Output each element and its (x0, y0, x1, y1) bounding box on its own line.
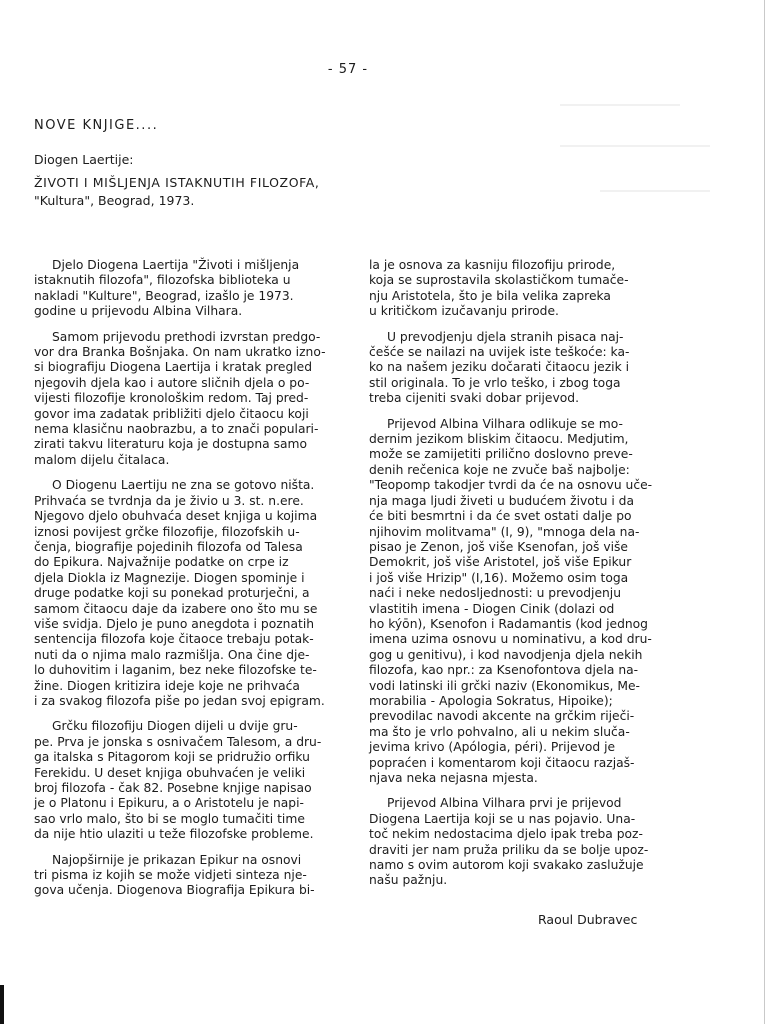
page-edge (764, 0, 765, 1024)
text-line: denih rečenica koje ne zvuče baš najbolje: (369, 462, 630, 477)
text-line: stil originala. To je vrlo teško, i zbog toga (369, 375, 621, 390)
text-line: je o Platonu i Epikuru, a o Aristotelu je napi- (34, 796, 304, 811)
text-line: u kritičkom izučavanju prirode. (369, 304, 559, 319)
text-line: može se zamijetiti prilično doslovno preve- (369, 447, 633, 462)
text-line: namo s ovim autorom koji svakako zaslužuje (369, 858, 644, 873)
right-column (369, 258, 705, 899)
text-line: njihovim molitvama" (I, 9), "mnoga dela na- (369, 524, 640, 539)
text-line: Samom prijevodu prethodi izvrstan predgo- (52, 329, 321, 344)
text-line: nuti da o njima malo razmišlja. Ona čine dje- (34, 647, 310, 662)
text-line: pe. Prva je jonska s osnivačem Talesom, a dru- (34, 734, 322, 749)
text-line: filozofa, kao npr.: za Ksenofontova djela na- (369, 663, 639, 678)
paragraph (34, 258, 358, 320)
text-line: do Epikura. Najvažnije podatke on crpe iz (34, 555, 289, 570)
text-line: popraćen i komentarom koji čitaocu razjaš- (369, 755, 635, 770)
text-line: i za svakog filozofa piše po jedan svoj epigram. (34, 693, 325, 708)
text-line: ma što je vrlo pohvalno, ali u nekim sluča- (369, 724, 630, 739)
text-line: Prijevod Albina Vilhara prvi je prijevod (387, 796, 622, 811)
text-line: Njegovo djelo obuhvaća deset knjiga u kojima (34, 509, 318, 524)
text-line: Prihvaća se tvrdnja da je živio u 3. st. n.ere. (34, 493, 304, 508)
text-line: toč nekim nedostacima djelo ipak treba poz- (369, 827, 643, 842)
text-line: imena uzima osnovu u nominativu, a kod dru- (369, 632, 652, 647)
text-line: će biti besmrtni i da će svet ostati dalje po (369, 509, 632, 524)
text-line: Demokrit, još više Aristotel, još više Epikur (369, 555, 632, 570)
text-line: gova učenja. Diogenova Biografija Epikura bi- (34, 883, 315, 898)
text-line: tri pisma iz kojih se može vidjeti sinteza nje- (34, 868, 307, 883)
show-through-mark (560, 145, 710, 147)
text-line: nakladi "Kulture", Beograd, izašlo je 1973. (34, 288, 294, 303)
section-heading: NOVE KNJIGE.... (34, 118, 159, 133)
text-line: prevodilac navodi akcente na grčkim riječi- (369, 709, 635, 724)
text-line: ga italska s Pitagorom koji se pridružio orfiku (34, 750, 310, 765)
text-line: samom čitaocu daje da izabere ono što mu se (34, 601, 318, 616)
text-line: čenja, biografije pojedinih filozofa od Talesa (34, 539, 303, 554)
paragraph (369, 258, 705, 320)
text-line: la je osnova za kasniju filozofiju prirode, (369, 258, 616, 272)
show-through-mark (560, 104, 680, 106)
paragraph (34, 478, 358, 709)
page-number: - 57 - (327, 62, 369, 77)
text-line: Djelo Diogena Laertija "Životi i mišljenja (52, 258, 300, 272)
text-line: koja se suprostavila skolastičkom tumače- (369, 273, 629, 288)
text-line: Najopširnije je prikazan Epikur na osnovi (52, 852, 302, 867)
text-line: godine u prijevodu Albina Vilhara. (34, 304, 243, 319)
text-line: si biografiju Diogena Laertija i kratak pregled (34, 360, 313, 375)
text-line: draviti jer nam pruža priliku da se bolje upoz- (369, 842, 649, 857)
text-line: nema klasičnu naobrazbu, a to znači populari- (34, 422, 319, 437)
text-line: treba cijeniti svaki dobar prijevod. (369, 391, 580, 406)
text-line: U prevodjenju djela stranih pisaca naj- (387, 329, 624, 344)
text-line: vor dra Branka Bošnjaka. On nam ukratko izno- (34, 345, 326, 360)
book-title: ŽIVOTI I MIŠLJENJA ISTAKNUTIH FILOZOFA, (34, 175, 320, 190)
text-line: našu pažnju. (369, 873, 448, 888)
text-line: ko na našem jeziku dočarati čitaocu jezik i (369, 360, 630, 375)
text-line: da nije htio ulaziti u teže filozofske probleme. (34, 827, 314, 842)
text-line: druge podatke koji su ponekad proturječni, a (34, 586, 310, 601)
paragraph (369, 796, 705, 888)
text-line: sentencija filozofa koje čitaoce trebaju potak- (34, 632, 314, 647)
text-line: ho kýōn), Ksenofon i Radamantis (kod jednog (369, 616, 648, 631)
text-line: djela Diokla iz Magnezije. Diogen spominje i (34, 570, 305, 585)
text-line: Grčku filozofiju Diogen dijeli u dvije gru- (52, 719, 298, 734)
text-line: nju Aristotela, što je bila velika zapreka (369, 288, 611, 303)
text-line: vijesti filozofije kronološkim redom. Taj pred- (34, 391, 309, 406)
text-line: morabilia - Apologia Sokratus, Hipoike); (369, 693, 613, 708)
book-author: Diogen Laertije: (34, 152, 134, 167)
scan-edge-mark (0, 985, 4, 1024)
text-line: Prijevod Albina Vilhara odlikuje se mo- (387, 416, 623, 431)
text-line: vlastitih imena - Diogen Cinik (dolazi od (369, 601, 615, 616)
author-signature: Raoul Dubravec (538, 912, 638, 927)
text-line: O Diogenu Laertiju ne zna se gotovo ništa. (52, 478, 315, 493)
text-line: njava neka nejasna mjesta. (369, 771, 538, 785)
book-publication: "Kultura", Beograd, 1973. (34, 193, 195, 208)
text-line: lo duhovitim i laganim, bez neke filozofske te- (34, 663, 317, 678)
text-line: više svidja. Djelo je puno anegdota i poznatih (34, 616, 315, 631)
text-line: i još više Hrizip" (I,16). Možemo osim toga (369, 570, 629, 585)
show-through-mark (600, 190, 710, 192)
text-line: istaknutih filozofa", filozofska biblioteka u (34, 273, 291, 288)
text-line: češće se nailazi na uvijek iste teškoće: ka- (369, 345, 630, 360)
text-line: broj filozofa - čak 82. Posebne knjige napisao (34, 781, 312, 795)
text-line: Diogena Laertija koji se u nas pojavio. Una- (369, 811, 636, 826)
text-line: sao vrlo malo, što bi se moglo tumačiti time (34, 811, 305, 826)
text-line: zirati takvu literaturu koja je dostupna samo (34, 437, 308, 452)
text-line: vodi latinski ili grčki naziv (Ekonomikus, Me- (369, 678, 640, 693)
text-line: dernim jezikom bliskim čitaocu. Medjutim, (369, 432, 629, 447)
left-column (34, 258, 358, 909)
paragraph (34, 330, 358, 469)
text-line: gog u genitivu), i kod navodjenja djela nekih (369, 647, 643, 662)
text-line: pisao je Zenon, još više Ksenofan, još više (369, 539, 628, 554)
text-line: jevima krivo (Apólogia, péri). Prijevod je (369, 740, 616, 755)
paragraph (34, 853, 358, 899)
text-line: iznosi povijest grčke filozofije, filozofskih u- (34, 524, 300, 539)
text-line: govor ima zadatak približiti djelo čitaocu koji (34, 406, 309, 421)
text-line: žine. Diogen kritizira ideje koje ne prihvaća (34, 678, 300, 693)
paragraph (369, 330, 705, 407)
text-line: njegovih djela kao i autore sličnih djela o po- (34, 375, 310, 390)
text-line: Ferekidu. U deset knjiga obuhvaćen je veliki (34, 765, 306, 780)
text-line: malom dijelu čitalaca. (34, 452, 170, 467)
paragraph (34, 719, 358, 842)
paragraph (369, 417, 705, 787)
text-line: "Teopomp takodjer tvrdi da će na osnovu uče- (369, 478, 653, 493)
text-line: nja maga ljudi živeti u budućem životu i da (369, 493, 635, 508)
text-line: naći i neke nedosljednosti: u prevodjenju (369, 586, 622, 601)
